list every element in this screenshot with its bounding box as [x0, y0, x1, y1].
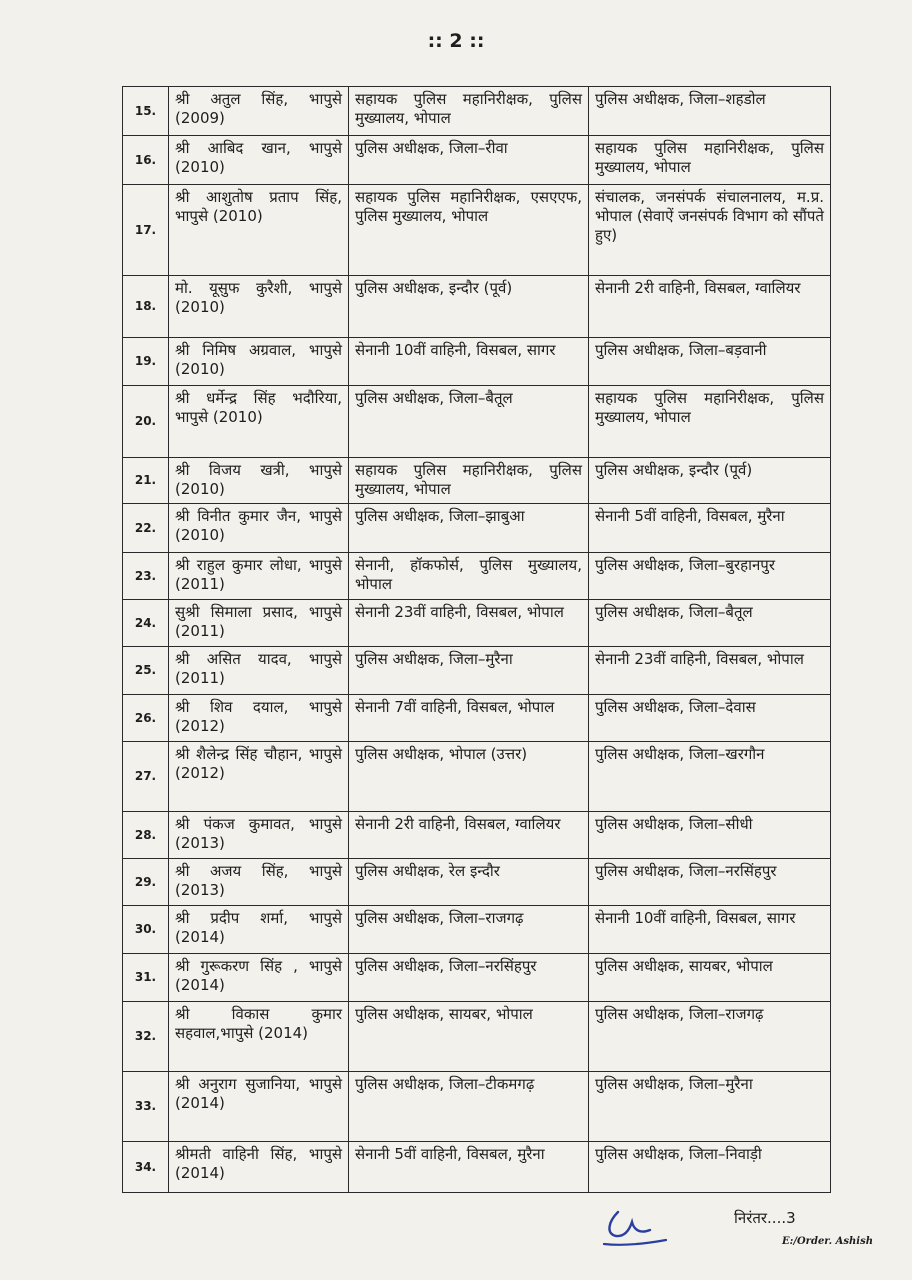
current-posting: पुलिस अधीक्षक, रेल इन्दौर — [349, 859, 589, 906]
new-posting: पुलिस अधीक्षक, इन्दौर (पूर्व) — [589, 458, 831, 504]
new-posting: सेनानी 2री वाहिनी, विसबल, ग्वालियर — [589, 276, 831, 338]
current-posting: पुलिस अधीक्षक, जिला–राजगढ़ — [349, 906, 589, 954]
table-row — [123, 458, 831, 504]
officer-name: श्री शैलेन्द्र सिंह चौहान, भापुसे (2012) — [169, 742, 349, 812]
officer-name: श्री अजय सिंह, भापुसे (2013) — [169, 859, 349, 906]
new-posting: पुलिस अधीक्षक, जिला–बुरहानपुर — [589, 553, 831, 600]
current-posting: पुलिस अधीक्षक, जिला–टीकमगढ़ — [349, 1072, 589, 1142]
table-row — [123, 954, 831, 1002]
serial-number: 32. — [123, 1002, 169, 1072]
serial-number: 28. — [123, 812, 169, 859]
officer-name: श्री पंकज कुमावत, भापुसे (2013) — [169, 812, 349, 859]
serial-number: 27. — [123, 742, 169, 812]
officer-name: श्री विकास कुमार सहवाल,भापुसे (2014) — [169, 1002, 349, 1072]
new-posting: पुलिस अधीक्षक, जिला–सीधी — [589, 812, 831, 859]
officer-name: सुश्री सिमाला प्रसाद, भापुसे (2011) — [169, 600, 349, 647]
current-posting: पुलिस अधीक्षक, इन्दौर (पूर्व) — [349, 276, 589, 338]
new-posting: सेनानी 10वीं वाहिनी, विसबल, सागर — [589, 906, 831, 954]
new-posting: पुलिस अधीक्षक, जिला–मुरैना — [589, 1072, 831, 1142]
table-row — [123, 600, 831, 647]
table-row — [123, 136, 831, 185]
current-posting: पुलिस अधीक्षक, जिला–नरसिंहपुर — [349, 954, 589, 1002]
new-posting: पुलिस अधीक्षक, सायबर, भोपाल — [589, 954, 831, 1002]
table-row — [123, 504, 831, 553]
officer-name: मो. यूसुफ कुरैशी, भापुसे (2010) — [169, 276, 349, 338]
new-posting: पुलिस अधीक्षक, जिला–शहडोल — [589, 87, 831, 136]
serial-number: 18. — [123, 276, 169, 338]
current-posting: सेनानी 23वीं वाहिनी, विसबल, भोपाल — [349, 600, 589, 647]
serial-number: 19. — [123, 338, 169, 386]
transfer-table — [122, 86, 831, 1193]
table-row — [123, 553, 831, 600]
new-posting: सेनानी 5वीं वाहिनी, विसबल, मुरैना — [589, 504, 831, 553]
serial-number: 34. — [123, 1142, 169, 1193]
new-posting: सहायक पुलिस महानिरीक्षक, पुलिस मुख्यालय, भोपाल — [589, 386, 831, 458]
new-posting: पुलिस अधीक्षक, जिला–देवास — [589, 695, 831, 742]
serial-number: 30. — [123, 906, 169, 954]
table-row — [123, 1002, 831, 1072]
officer-name: श्री गुरूकरण सिंह , भापुसे (2014) — [169, 954, 349, 1002]
current-posting: पुलिस अधीक्षक, जिला–झाबुआ — [349, 504, 589, 553]
new-posting: पुलिस अधीक्षक, जिला–निवाड़ी — [589, 1142, 831, 1193]
current-posting: पुलिस अधीक्षक, जिला–मुरैना — [349, 647, 589, 695]
officer-name: श्री आशुतोष प्रताप सिंह, भापुसे (2010) — [169, 185, 349, 276]
new-posting: पुलिस अधीक्षक, जिला–बैतूल — [589, 600, 831, 647]
officer-name: श्री विनीत कुमार जैन, भापुसे (2010) — [169, 504, 349, 553]
table-row — [123, 1072, 831, 1142]
table-row — [123, 812, 831, 859]
table-row — [123, 1142, 831, 1193]
serial-number: 17. — [123, 185, 169, 276]
new-posting: पुलिस अधीक्षक, जिला–राजगढ़ — [589, 1002, 831, 1072]
officer-name: श्री धर्मेन्द्र सिंह भदौरिया, भापुसे (2010) — [169, 386, 349, 458]
transfer-table-body — [123, 87, 831, 1193]
serial-number: 31. — [123, 954, 169, 1002]
officer-name: श्री अतुल सिंह, भापुसे (2009) — [169, 87, 349, 136]
serial-number: 20. — [123, 386, 169, 458]
current-posting: सहायक पुलिस महानिरीक्षक, एसएएफ, पुलिस मुख्यालय, भोपाल — [349, 185, 589, 276]
new-posting: पुलिस अधीक्षक, जिला–बड़वानी — [589, 338, 831, 386]
serial-number: 24. — [123, 600, 169, 647]
current-posting: पुलिस अधीक्षक, जिला–बैतूल — [349, 386, 589, 458]
officer-name: श्री निमिष अग्रवाल, भापुसे (2010) — [169, 338, 349, 386]
table-row — [123, 87, 831, 136]
new-posting: संचालक, जनसंपर्क संचालनालय, म.प्र. भोपाल (सेवाऐं जनसंपर्क विभाग को सौंपते हुए) — [589, 185, 831, 276]
new-posting: पुलिस अधीक्षक, जिला–खरगौन — [589, 742, 831, 812]
table-row — [123, 859, 831, 906]
current-posting: पुलिस अधीक्षक, जिला–रीवा — [349, 136, 589, 185]
table-row — [123, 386, 831, 458]
officer-name: श्री आबिद खान, भापुसे (2010) — [169, 136, 349, 185]
serial-number: 33. — [123, 1072, 169, 1142]
serial-number: 21. — [123, 458, 169, 504]
serial-number: 26. — [123, 695, 169, 742]
officer-name: श्री अनुराग सुजानिया, भापुसे (2014) — [169, 1072, 349, 1142]
table-row — [123, 338, 831, 386]
table-row — [123, 742, 831, 812]
continued-note: निरंतर....3 — [734, 1209, 796, 1227]
officer-name: श्री प्रदीप शर्मा, भापुसे (2014) — [169, 906, 349, 954]
table-row — [123, 906, 831, 954]
serial-number: 29. — [123, 859, 169, 906]
serial-number: 22. — [123, 504, 169, 553]
file-reference: E:/Order. Ashish — [782, 1236, 873, 1247]
current-posting: सेनानी, हॉकफोर्स, पुलिस मुख्यालय, भोपाल — [349, 553, 589, 600]
table-row — [123, 276, 831, 338]
current-posting: पुलिस अधीक्षक, सायबर, भोपाल — [349, 1002, 589, 1072]
current-posting: सहायक पुलिस महानिरीक्षक, पुलिस मुख्यालय, भोपाल — [349, 87, 589, 136]
serial-number: 15. — [123, 87, 169, 136]
signature-mark — [600, 1204, 670, 1252]
officer-name: श्री राहुल कुमार लोधा, भापुसे (2011) — [169, 553, 349, 600]
current-posting: सेनानी 5वीं वाहिनी, विसबल, मुरैना — [349, 1142, 589, 1193]
officer-name: श्री विजय खत्री, भापुसे (2010) — [169, 458, 349, 504]
table-row — [123, 695, 831, 742]
officer-name: श्री शिव दयाल, भापुसे (2012) — [169, 695, 349, 742]
officer-name: श्रीमती वाहिनी सिंह, भापुसे (2014) — [169, 1142, 349, 1193]
new-posting: पुलिस अधीक्षक, जिला–नरसिंहपुर — [589, 859, 831, 906]
table-row — [123, 185, 831, 276]
officer-name: श्री असित यादव, भापुसे (2011) — [169, 647, 349, 695]
current-posting: सेनानी 10वीं वाहिनी, विसबल, सागर — [349, 338, 589, 386]
new-posting: सेनानी 23वीं वाहिनी, विसबल, भोपाल — [589, 647, 831, 695]
serial-number: 16. — [123, 136, 169, 185]
new-posting: सहायक पुलिस महानिरीक्षक, पुलिस मुख्यालय, भोपाल — [589, 136, 831, 185]
serial-number: 25. — [123, 647, 169, 695]
serial-number: 23. — [123, 553, 169, 600]
current-posting: सहायक पुलिस महानिरीक्षक, पुलिस मुख्यालय, भोपाल — [349, 458, 589, 504]
current-posting: सेनानी 2री वाहिनी, विसबल, ग्वालियर — [349, 812, 589, 859]
page-number: :: 2 :: — [427, 30, 485, 52]
current-posting: सेनानी 7वीं वाहिनी, विसबल, भोपाल — [349, 695, 589, 742]
current-posting: पुलिस अधीक्षक, भोपाल (उत्तर) — [349, 742, 589, 812]
table-row — [123, 647, 831, 695]
